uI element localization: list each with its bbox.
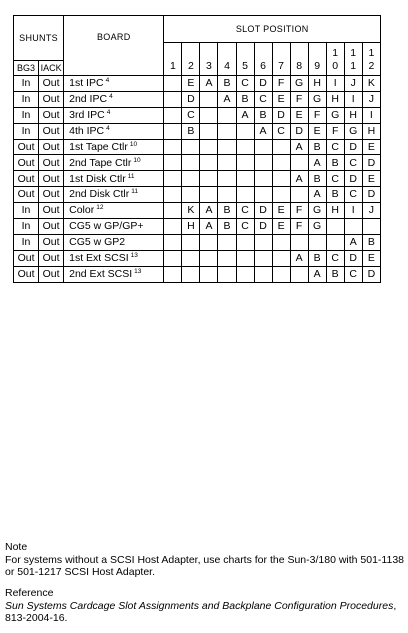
slot-cell: I (344, 203, 362, 219)
slot-cell (236, 171, 254, 187)
slot-cell: B (326, 155, 344, 171)
slot-cell: E (182, 76, 200, 92)
slot-number-digit: 4 (224, 59, 230, 72)
iack-header: IACK (39, 61, 64, 76)
slot-cell: E (272, 91, 290, 107)
slot-cell: F (326, 123, 344, 139)
slot-cell: F (290, 219, 308, 235)
slot-cell: I (362, 107, 380, 123)
slot-number-digit: 9 (314, 59, 321, 72)
slot-cell (254, 250, 272, 266)
slot-number-digit: 1 (332, 46, 339, 59)
slot-cell: B (218, 203, 236, 219)
slot-cell: E (272, 203, 290, 219)
slot-cell (290, 266, 308, 282)
slot-cell: A (308, 155, 326, 171)
iack-cell: Out (39, 107, 64, 123)
slot-cell: C (344, 187, 362, 203)
slot-cell: D (182, 91, 200, 107)
slot-number-digit: 1 (169, 59, 176, 72)
board-name: CG5 w GP/GP+ (69, 220, 144, 233)
slot-assignment-table (13, 15, 381, 283)
slot-cell: A (308, 266, 326, 282)
slot-cell: A (290, 139, 308, 155)
board-cell (64, 91, 164, 107)
slot-cell: B (308, 171, 326, 187)
slot-cell (236, 123, 254, 139)
reference-heading: Reference (5, 587, 54, 599)
slot-number-digit: 1 (368, 46, 375, 59)
slot-number-header (218, 43, 236, 76)
board-cell (64, 171, 164, 187)
bg3-cell: In (14, 203, 39, 219)
slot-cell (254, 155, 272, 171)
slot-position-header: SLOT POSITION (164, 16, 381, 43)
bg3-cell: In (14, 76, 39, 92)
slot-cell (272, 155, 290, 171)
slot-cell (218, 266, 236, 282)
slot-cell: H (362, 123, 380, 139)
slot-cell: K (362, 76, 380, 92)
slot-cell (164, 123, 182, 139)
slot-cell (236, 234, 254, 250)
slot-cell (236, 250, 254, 266)
slot-cell: J (362, 91, 380, 107)
slot-cell (164, 203, 182, 219)
slot-cell (326, 234, 344, 250)
bg3-cell: Out (14, 250, 39, 266)
table-row (14, 171, 381, 187)
iack-cell: Out (39, 187, 64, 203)
board-name: 2nd IPC (69, 93, 108, 106)
bg3-cell: Out (14, 171, 39, 187)
note-block (5, 541, 405, 579)
slot-cell: D (344, 139, 362, 155)
slot-cell (164, 171, 182, 187)
board-name: 3rd IPC (69, 108, 105, 121)
board-name: 4th IPC (69, 124, 105, 137)
slot-cell (200, 155, 218, 171)
slot-cell: E (362, 250, 380, 266)
slot-cell: I (344, 91, 362, 107)
iack-cell: Out (39, 139, 64, 155)
slot-cell (182, 250, 200, 266)
slot-cell: A (200, 203, 218, 219)
slot-cell: B (236, 91, 254, 107)
slot-cell (218, 250, 236, 266)
board-name: CG5 w GP2 (69, 236, 126, 249)
slot-cell (182, 266, 200, 282)
slot-cell: H (326, 91, 344, 107)
slot-cell: D (362, 187, 380, 203)
board-name: 2nd Ext SCSI (69, 267, 133, 280)
slot-cell (200, 139, 218, 155)
board-name: 1st Disk Ctlr (69, 172, 126, 185)
slot-number-header (290, 43, 308, 76)
iack-cell: Out (39, 203, 64, 219)
slot-cell (164, 107, 182, 123)
slot-cell (164, 266, 182, 282)
slot-cell: A (200, 219, 218, 235)
slot-cell: B (308, 139, 326, 155)
slot-cell: D (290, 123, 308, 139)
slot-cell: E (290, 107, 308, 123)
slot-cell: B (326, 266, 344, 282)
iack-cell: Out (39, 234, 64, 250)
slot-number-header (236, 43, 254, 76)
board-cell (64, 123, 164, 139)
slot-cell: K (182, 203, 200, 219)
slot-cell: D (362, 266, 380, 282)
slot-cell: B (362, 234, 380, 250)
slot-number-header (326, 43, 344, 76)
slot-cell: E (308, 123, 326, 139)
slot-cell (308, 234, 326, 250)
slot-number-header (362, 43, 380, 76)
bg3-cell: In (14, 234, 39, 250)
slot-cell: F (290, 91, 308, 107)
iack-cell: Out (39, 266, 64, 282)
board-name: 1st IPC (69, 77, 104, 90)
reference-doc-number: , 813-2004-16. (5, 599, 397, 625)
slot-cell (200, 107, 218, 123)
slot-cell: G (326, 107, 344, 123)
board-cell (64, 250, 164, 266)
slot-number-header (164, 43, 182, 76)
slot-cell: G (344, 123, 362, 139)
footnote-marker: 4 (105, 77, 110, 85)
slot-cell: J (362, 203, 380, 219)
slot-cell (236, 266, 254, 282)
iack-cell: Out (39, 91, 64, 107)
slot-number-digit: 2 (368, 59, 375, 72)
slot-cell (200, 266, 218, 282)
slot-number-digit: 3 (206, 59, 212, 72)
board-cell (64, 266, 164, 282)
slot-cell: H (308, 76, 326, 92)
slot-cell (218, 123, 236, 139)
footnote-marker: 11 (131, 188, 138, 196)
slot-cell: A (290, 171, 308, 187)
note-text: For systems without a SCSI Host Adapter, use charts for the Sun-3/180 with 501-1138 or 501-1217 SCSI Host Adapter. (5, 553, 405, 579)
slot-cell (182, 155, 200, 171)
board-cell (64, 187, 164, 203)
slot-cell: E (362, 139, 380, 155)
footnote-marker: 4 (109, 93, 113, 101)
slot-cell (254, 234, 272, 250)
slot-cell: A (218, 91, 236, 107)
slot-cell: C (272, 123, 290, 139)
slot-number-digit: 2 (188, 59, 194, 72)
reference-block (5, 587, 405, 625)
slot-number-header (200, 43, 218, 76)
table-row (14, 76, 381, 92)
slot-cell: C (326, 139, 344, 155)
footnote-marker: 10 (133, 156, 141, 164)
slot-cell (200, 234, 218, 250)
table-row (14, 139, 381, 155)
iack-cell: Out (39, 250, 64, 266)
slot-cell (290, 234, 308, 250)
slot-cell: C (236, 203, 254, 219)
slot-cell: D (272, 107, 290, 123)
iack-cell: Out (39, 155, 64, 171)
slot-cell: D (254, 76, 272, 92)
slot-cell (290, 155, 308, 171)
slot-cell: B (218, 219, 236, 235)
slot-cell: B (182, 123, 200, 139)
slot-number-digit: 6 (260, 59, 266, 72)
iack-cell: Out (39, 123, 64, 139)
board-cell (64, 107, 164, 123)
slot-cell: C (326, 250, 344, 266)
board-name: Color (69, 204, 95, 217)
reference-text (5, 600, 405, 625)
slot-cell (236, 139, 254, 155)
board-name: 2nd Disk Ctlr (69, 188, 130, 201)
slot-cell: D (344, 171, 362, 187)
slot-cell (164, 187, 182, 203)
bg3-cell: Out (14, 155, 39, 171)
slot-cell: C (182, 107, 200, 123)
board-name: 1st Ext SCSI (69, 251, 129, 264)
slot-cell: A (290, 250, 308, 266)
slot-cell (326, 219, 344, 235)
slot-cell (254, 139, 272, 155)
slot-cell (272, 250, 290, 266)
slot-cell: B (326, 187, 344, 203)
table-row (14, 187, 381, 203)
table-row (14, 219, 381, 235)
slot-cell: E (272, 219, 290, 235)
slot-cell (182, 139, 200, 155)
slot-cell (200, 187, 218, 203)
table-row (14, 155, 381, 171)
board-cell (64, 76, 164, 92)
slot-cell: D (254, 203, 272, 219)
slot-cell: H (344, 107, 362, 123)
slot-cell: D (344, 250, 362, 266)
slot-cell: H (326, 203, 344, 219)
slot-cell: I (326, 76, 344, 92)
board-name: 2nd Tape Ctlr (69, 156, 132, 169)
bg3-cell: Out (14, 187, 39, 203)
bg3-cell: Out (14, 266, 39, 282)
slot-cell: G (308, 91, 326, 107)
slot-cell: A (236, 107, 254, 123)
bg3-cell: Out (14, 139, 39, 155)
slot-cell: A (200, 76, 218, 92)
slot-cell (218, 234, 236, 250)
slot-cell (218, 155, 236, 171)
slot-cell (218, 171, 236, 187)
slot-cell: F (272, 76, 290, 92)
slot-cell (236, 155, 254, 171)
board-header: BOARD (64, 16, 164, 76)
slot-cell (200, 250, 218, 266)
iack-cell: Out (39, 171, 64, 187)
slot-cell (164, 91, 182, 107)
slot-cell: D (362, 155, 380, 171)
slot-cell (164, 155, 182, 171)
slot-cell (200, 123, 218, 139)
slot-cell (218, 187, 236, 203)
board-name: 1st Tape Ctlr (69, 140, 128, 153)
bg3-header: BG3 (14, 61, 39, 76)
reference-title: Sun Systems Cardcage Slot Assignments and Backplane Configuration Procedures (5, 599, 394, 612)
slot-cell: D (254, 219, 272, 235)
slot-cell: C (344, 266, 362, 282)
slot-cell: E (362, 171, 380, 187)
slot-cell (272, 139, 290, 155)
slot-cell (164, 250, 182, 266)
slot-cell (182, 171, 200, 187)
slot-cell: G (290, 76, 308, 92)
slot-number-digit: 5 (242, 59, 248, 72)
board-cell (64, 219, 164, 235)
slot-cell: H (182, 219, 200, 235)
iack-cell: Out (39, 76, 64, 92)
footnote-marker: 11 (127, 172, 135, 180)
slot-cell: C (344, 155, 362, 171)
slot-number-header (182, 43, 200, 76)
slot-cell: A (344, 234, 362, 250)
slot-cell: B (254, 107, 272, 123)
slot-number-header (344, 43, 362, 76)
table-row (14, 266, 381, 282)
table-row (14, 123, 381, 139)
slot-number-digit: 8 (296, 59, 303, 72)
note-heading: Note (5, 541, 28, 553)
slot-cell: J (344, 76, 362, 92)
board-cell (64, 203, 164, 219)
slot-cell (272, 187, 290, 203)
slot-cell (164, 219, 182, 235)
slot-cell: C (236, 219, 254, 235)
slot-cell: B (308, 250, 326, 266)
slot-number-digit: 1 (350, 46, 357, 59)
footnote-marker: 10 (129, 140, 138, 148)
slot-cell (272, 234, 290, 250)
slot-cell (182, 234, 200, 250)
slot-cell: C (236, 76, 254, 92)
board-cell (64, 155, 164, 171)
slot-cell (200, 91, 218, 107)
slot-cell: G (308, 203, 326, 219)
slot-cell (200, 171, 218, 187)
footnote-marker: 13 (130, 251, 138, 259)
footnote-marker: 12 (96, 204, 104, 212)
bg3-cell: In (14, 91, 39, 107)
footnote-marker: 4 (106, 108, 111, 116)
slot-cell (362, 219, 380, 235)
bg3-cell: In (14, 123, 39, 139)
slot-cell: F (308, 107, 326, 123)
iack-cell: Out (39, 219, 64, 235)
slot-cell: C (254, 91, 272, 107)
slot-cell (164, 234, 182, 250)
slot-cell (254, 187, 272, 203)
slot-number-header (308, 43, 326, 76)
slot-cell (272, 171, 290, 187)
slot-number-digit: 7 (278, 59, 284, 72)
table-row (14, 91, 381, 107)
table-row (14, 107, 381, 123)
table-row (14, 203, 381, 219)
slot-cell: F (290, 203, 308, 219)
slot-cell (272, 266, 290, 282)
board-cell (64, 139, 164, 155)
slot-number-header (272, 43, 290, 76)
slot-cell (254, 266, 272, 282)
slot-cell: B (218, 76, 236, 92)
slot-cell: A (254, 123, 272, 139)
slot-cell (236, 187, 254, 203)
slot-cell (344, 219, 362, 235)
board-cell (64, 234, 164, 250)
slot-cell (218, 139, 236, 155)
slot-cell: G (308, 219, 326, 235)
footnote-marker: 4 (106, 124, 110, 132)
slot-cell: C (326, 171, 344, 187)
table-row (14, 234, 381, 250)
slot-cell (218, 107, 236, 123)
slot-cell (182, 187, 200, 203)
slot-number-header (254, 43, 272, 76)
bg3-cell: In (14, 107, 39, 123)
slot-cell (164, 139, 182, 155)
table-row (14, 250, 381, 266)
slot-cell: A (308, 187, 326, 203)
bg3-cell: In (14, 219, 39, 235)
slot-cell (290, 187, 308, 203)
shunts-header: SHUNTS (14, 16, 64, 61)
slot-cell (164, 76, 182, 92)
slot-cell (254, 171, 272, 187)
slot-number-digit: 0 (332, 59, 339, 72)
footnote-marker: 13 (134, 267, 142, 275)
slot-number-digit: 1 (350, 59, 357, 72)
